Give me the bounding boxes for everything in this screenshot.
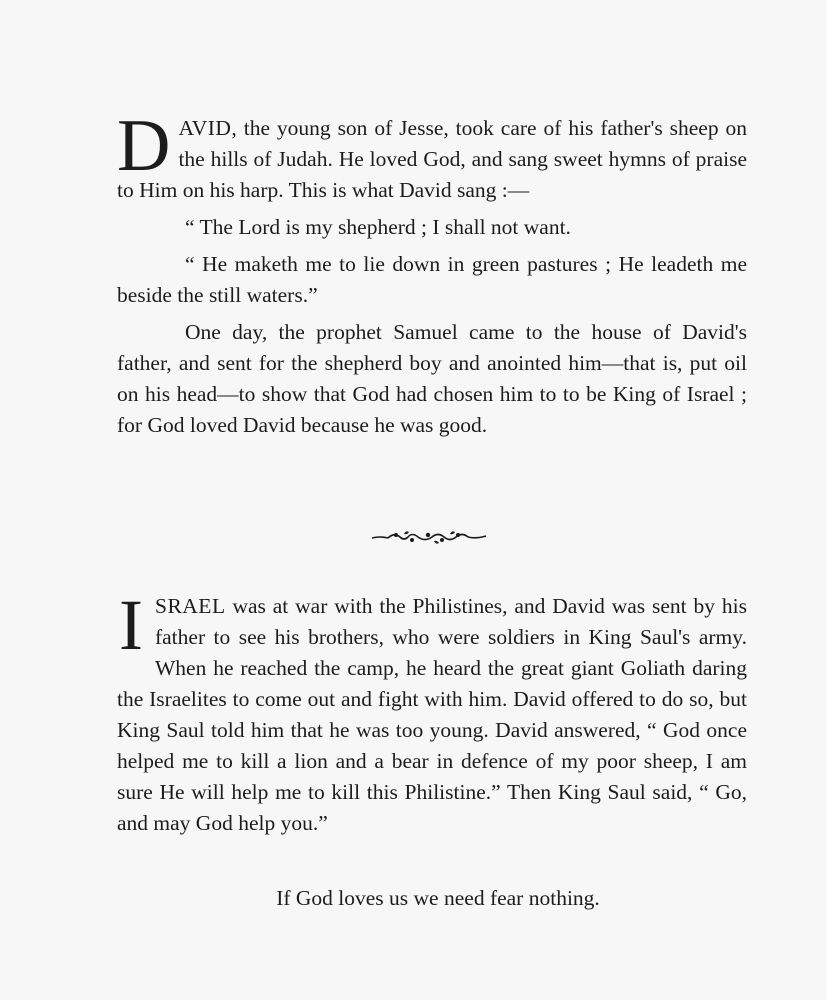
moral-line: If God loves us we need fear nothing. [276,886,600,910]
psalm-line-2: “ He maketh me to lie down in green pastures ; He leadeth me beside the still waters.” [117,252,747,307]
story-paragraph-3: One day, the prophet Samuel came to the house of David's father, and sent for the shepherd boy and anointed him—that is, put oil on his head—to show that God had chosen him to to be King of Israel ; for God loved David because he was good. [117,320,747,437]
drop-cap-d: D [117,105,171,187]
story-goliath [117,585,747,839]
drop-cap-i: I [119,585,143,665]
vine-ornament-icon [370,528,488,546]
story-paragraph-4 [117,585,747,839]
story-david-shepherd [117,105,747,441]
lead-text-2: was at war with the Philistines, and David was sent by his father to see his brothers, who were soldiers in King Saul's army. When he reached the camp, he heard the great giant Goliath daring the Israelites to come out and fight with him. David offered to do so, but King Saul told him that he was too young. David answered, “ God once helped me to kill a lion and a bear in defence of my poor sheep, I am sure He will help me to kill this Philistine.” Then King Saul said, “ Go, and may God help you.” [117,594,747,835]
story-paragraph-1 [117,105,747,206]
lead-caps: AVID [178,116,232,140]
psalm-line-1: “ The Lord is my shepherd ; I shall not want. [185,215,571,239]
lead-text: , the young son of Jesse, took care of his father's sheep on the hills of Judah. He loved God, and sang sweet hymns of praise to Him on his harp. This is what David sang :— [117,116,747,202]
lead-caps-2: SRAEL [154,594,226,618]
